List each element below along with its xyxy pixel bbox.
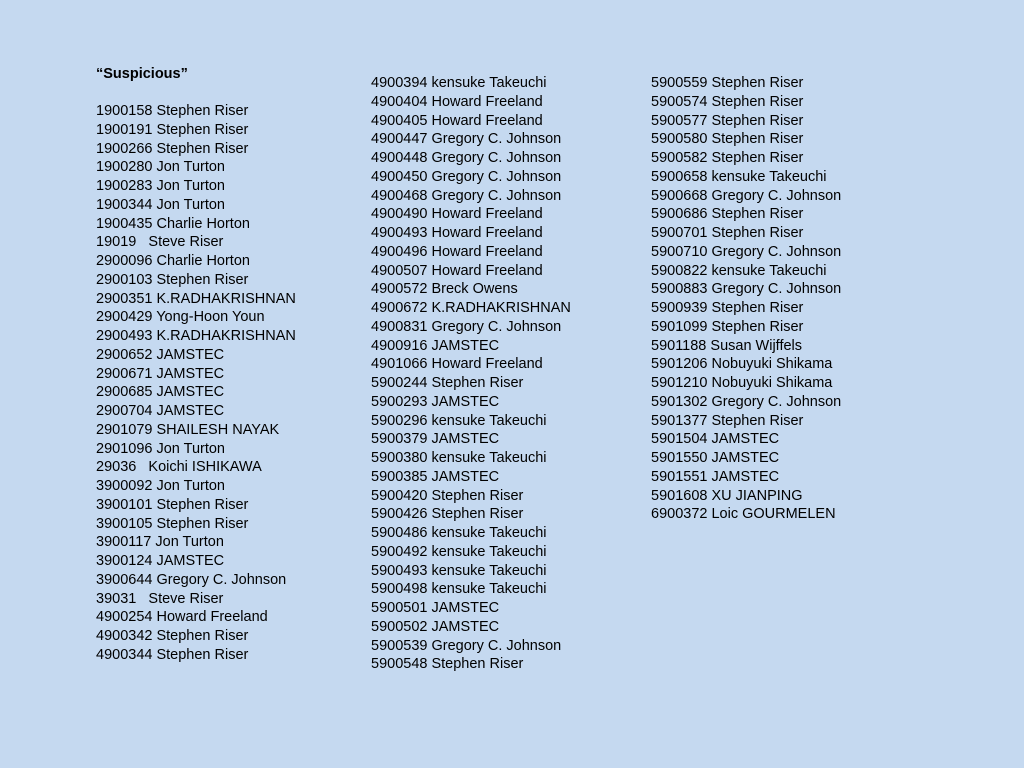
float-list-column-1 bbox=[96, 102, 296, 665]
list-item: 1900266 Stephen Riser bbox=[96, 140, 249, 157]
list-item: 2901079 SHAILESH NAYAK bbox=[96, 421, 280, 438]
list-item: 5900379 JAMSTEC bbox=[371, 431, 500, 448]
list-item: 5901188 Susan Wijffels bbox=[651, 337, 803, 354]
list-item: 3900124 JAMSTEC bbox=[96, 553, 225, 569]
list-item: 5901210 Nobuyuki Shikama bbox=[651, 375, 833, 391]
list-item: 5900939 Stephen Riser bbox=[651, 300, 804, 316]
list-item: 5900486 kensuke Takeuchi bbox=[371, 525, 547, 541]
list-item: 4900394 kensuke Takeuchi bbox=[371, 75, 547, 91]
list-item: 4900507 Howard Freeland bbox=[371, 262, 543, 279]
list-item: 5900548 Stephen Riser bbox=[371, 656, 524, 673]
list-item: 5900426 Stephen Riser bbox=[371, 506, 524, 523]
list-item: 5900493 kensuke Takeuchi bbox=[371, 562, 547, 579]
list-item: 4900831 Gregory C. Johnson bbox=[371, 318, 562, 335]
list-item: 4900342 Stephen Riser bbox=[96, 628, 249, 644]
list-item: 5900686 Stephen Riser bbox=[651, 206, 804, 223]
list-item: 5900574 Stephen Riser bbox=[651, 93, 804, 110]
list-item: 2900351 K.RADHAKRISHNAN bbox=[96, 290, 296, 307]
list-item: 5900293 JAMSTEC bbox=[371, 393, 500, 410]
list-item: 1900158 Stephen Riser bbox=[96, 103, 249, 119]
list-item: 5901504 JAMSTEC bbox=[651, 431, 780, 448]
list-item: 2900704 JAMSTEC bbox=[96, 403, 225, 419]
list-item: 5901551 JAMSTEC bbox=[651, 468, 780, 485]
list-item: 4900405 Howard Freeland bbox=[371, 112, 543, 129]
list-item: 5900380 kensuke Takeuchi bbox=[371, 450, 547, 466]
list-item: 2900671 JAMSTEC bbox=[96, 365, 225, 382]
list-item: 5900420 Stephen Riser bbox=[371, 487, 524, 504]
list-item: 5900577 Stephen Riser bbox=[651, 112, 804, 129]
list-item: 3900092 Jon Turton bbox=[96, 478, 225, 494]
list-item: 2900429 Yong-Hoon Youn bbox=[96, 309, 265, 326]
slide-heading: “Suspicious” bbox=[96, 66, 188, 82]
list-item: 2900096 Charlie Horton bbox=[96, 253, 250, 269]
list-item: 1900280 Jon Turton bbox=[96, 159, 225, 176]
list-item: 2900493 K.RADHAKRISHNAN bbox=[96, 328, 296, 344]
list-item: 5900668 Gregory C. Johnson bbox=[651, 187, 842, 204]
list-item: 3900117 Jon Turton bbox=[96, 534, 224, 551]
list-item: 5901550 JAMSTEC bbox=[651, 450, 780, 466]
list-item: 4901066 Howard Freeland bbox=[371, 356, 543, 373]
list-item: 5900244 Stephen Riser bbox=[371, 375, 524, 391]
list-item: 5901302 Gregory C. Johnson bbox=[651, 393, 842, 410]
list-item: 5900492 kensuke Takeuchi bbox=[371, 543, 547, 560]
list-item: 4900490 Howard Freeland bbox=[371, 206, 543, 223]
list-item: 4900344 Stephen Riser bbox=[96, 646, 249, 663]
list-item: 5900582 Stephen Riser bbox=[651, 150, 804, 166]
list-item: 3900101 Stephen Riser bbox=[96, 496, 249, 513]
list-item: 5901206 Nobuyuki Shikama bbox=[651, 356, 833, 373]
list-item: 5901377 Stephen Riser bbox=[651, 412, 804, 429]
list-item: 29036 Koichi ISHIKAWA bbox=[96, 459, 262, 476]
list-item: 4900447 Gregory C. Johnson bbox=[371, 131, 562, 148]
list-item: 1900344 Jon Turton bbox=[96, 196, 225, 213]
list-item: 5901608 XU JIANPING bbox=[651, 487, 803, 504]
list-item: 4900672 K.RADHAKRISHNAN bbox=[371, 300, 571, 316]
list-item: 19019 Steve Riser bbox=[96, 234, 224, 251]
list-item: 5900539 Gregory C. Johnson bbox=[371, 637, 562, 654]
list-item: 5900710 Gregory C. Johnson bbox=[651, 243, 842, 260]
list-item: 4900254 Howard Freeland bbox=[96, 609, 268, 626]
list-item: 5900501 JAMSTEC bbox=[371, 600, 500, 616]
list-item: 5900658 kensuke Takeuchi bbox=[651, 168, 827, 185]
list-item: 5900296 kensuke Takeuchi bbox=[371, 412, 547, 429]
list-item: 5900502 JAMSTEC bbox=[371, 618, 500, 635]
list-item: 5900822 kensuke Takeuchi bbox=[651, 262, 827, 279]
list-item: 2900685 JAMSTEC bbox=[96, 384, 225, 401]
list-item: 2900652 JAMSTEC bbox=[96, 346, 225, 363]
list-item: 2900103 Stephen Riser bbox=[96, 271, 249, 288]
list-item: 4900404 Howard Freeland bbox=[371, 93, 543, 110]
list-item: 5900580 Stephen Riser bbox=[651, 131, 804, 148]
list-item: 5900883 Gregory C. Johnson bbox=[651, 281, 842, 298]
list-item: 3900644 Gregory C. Johnson bbox=[96, 571, 287, 588]
list-item: 5900385 JAMSTEC bbox=[371, 468, 500, 485]
list-item: 5901099 Stephen Riser bbox=[651, 318, 804, 335]
list-item: 6900372 Loic GOURMELEN bbox=[651, 506, 836, 523]
list-item: 3900105 Stephen Riser bbox=[96, 515, 249, 532]
list-item: 4900916 JAMSTEC bbox=[371, 337, 500, 354]
list-item: 4900496 Howard Freeland bbox=[371, 243, 543, 260]
list-item: 4900468 Gregory C. Johnson bbox=[371, 187, 562, 204]
float-list-column-3 bbox=[651, 74, 841, 524]
list-item: 5900498 kensuke Takeuchi bbox=[371, 581, 547, 598]
list-item: 1900283 Jon Turton bbox=[96, 178, 225, 194]
list-item: 4900448 Gregory C. Johnson bbox=[371, 150, 562, 166]
list-item: 4900572 Breck Owens bbox=[371, 281, 518, 298]
list-item: 5900559 Stephen Riser bbox=[651, 75, 804, 91]
list-item: 39031 Steve Riser bbox=[96, 590, 224, 607]
float-list-column-2 bbox=[371, 74, 571, 674]
list-item: 4900450 Gregory C. Johnson bbox=[371, 168, 562, 185]
list-item: 1900191 Stephen Riser bbox=[96, 121, 249, 138]
list-item: 5900701 Stephen Riser bbox=[651, 225, 804, 241]
list-item: 4900493 Howard Freeland bbox=[371, 225, 543, 241]
list-item: 2901096 Jon Turton bbox=[96, 440, 225, 457]
list-item: 1900435 Charlie Horton bbox=[96, 215, 250, 232]
